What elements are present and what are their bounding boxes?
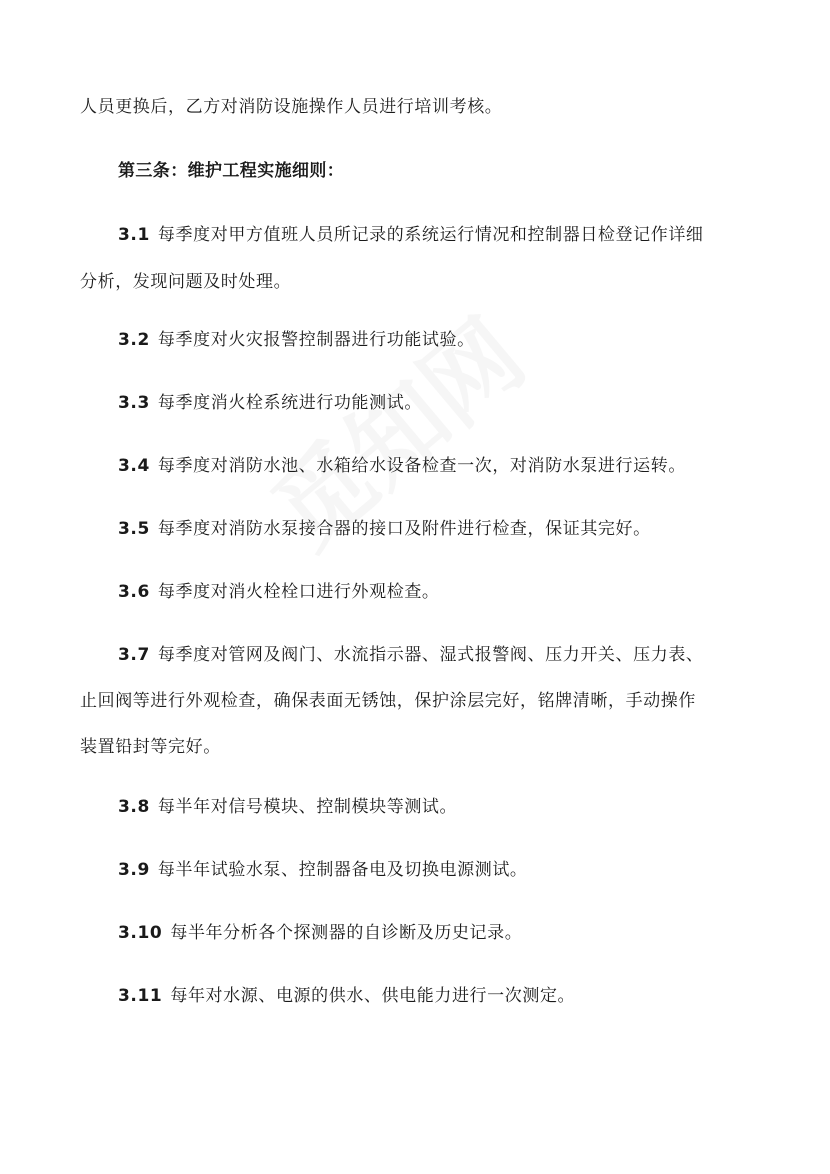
clause-text: 每季度对消火栓栓口进行外观检查。	[157, 582, 440, 602]
clause-number: 3.4	[118, 456, 150, 476]
section-heading: 第三条：维护工程实施细则：	[118, 161, 345, 181]
clause-3-9	[118, 859, 798, 881]
clause-3-5	[118, 518, 798, 540]
clause-text: 每季度消火栓系统进行功能测试。	[157, 393, 422, 413]
paragraph-continuation: 人员更换后，乙方对消防设施操作人员进行培训考核。	[80, 97, 503, 117]
clause-number: 3.11	[118, 986, 163, 1006]
clause-number: 3.6	[118, 582, 150, 602]
clause-number: 3.1	[118, 225, 150, 245]
clause-3-10	[118, 922, 798, 944]
clause-text: 每季度对火灾报警控制器进行功能试验。	[157, 330, 475, 350]
clause-3-11	[118, 985, 798, 1007]
clause-number: 3.8	[118, 797, 150, 817]
clause-text: 每季度对消防水池、水箱给水设备检查一次，对消防水泵进行运转。	[157, 456, 686, 476]
clause-number: 3.5	[118, 519, 150, 539]
clause-text: 每季度对甲方值班人员所记录的系统运行情况和控制器日检登记作详细	[157, 225, 704, 245]
clause-text: 每季度对消防水泵接合器的接口及附件进行检查，保证其完好。	[157, 519, 651, 539]
clause-3-6	[118, 581, 798, 603]
clause-number: 3.2	[118, 330, 150, 350]
clause-3-7-continuation: 装置铅封等完好。	[80, 737, 221, 757]
clause-text: 每半年试验水泵、控制器备电及切换电源测试。	[157, 860, 528, 880]
clause-text: 每年对水源、电源的供水、供电能力进行一次测定。	[170, 986, 576, 1006]
clause-3-8	[118, 796, 798, 818]
clause-text: 每半年对信号模块、控制模块等测试。	[157, 797, 458, 817]
clause-3-3	[118, 392, 798, 414]
clause-3-1-continuation: 分析，发现问题及时处理。	[80, 272, 292, 292]
clause-text: 每季度对管网及阀门、水流指示器、湿式报警阀、压力开关、压力表、	[157, 645, 704, 665]
clause-number: 3.7	[118, 645, 150, 665]
clause-3-7-continuation: 止回阀等进行外观检查，确保表面无锈蚀，保护涂层完好，铭牌清晰，手动操作	[80, 691, 696, 711]
clause-number: 3.9	[118, 860, 150, 880]
clause-text: 每半年分析各个探测器的自诊断及历史记录。	[170, 923, 523, 943]
clause-3-1	[118, 224, 798, 246]
clause-3-4	[118, 455, 798, 477]
clause-3-7	[118, 644, 798, 666]
clause-number: 3.10	[118, 923, 163, 943]
clause-3-2	[118, 329, 798, 351]
clause-number: 3.3	[118, 393, 150, 413]
